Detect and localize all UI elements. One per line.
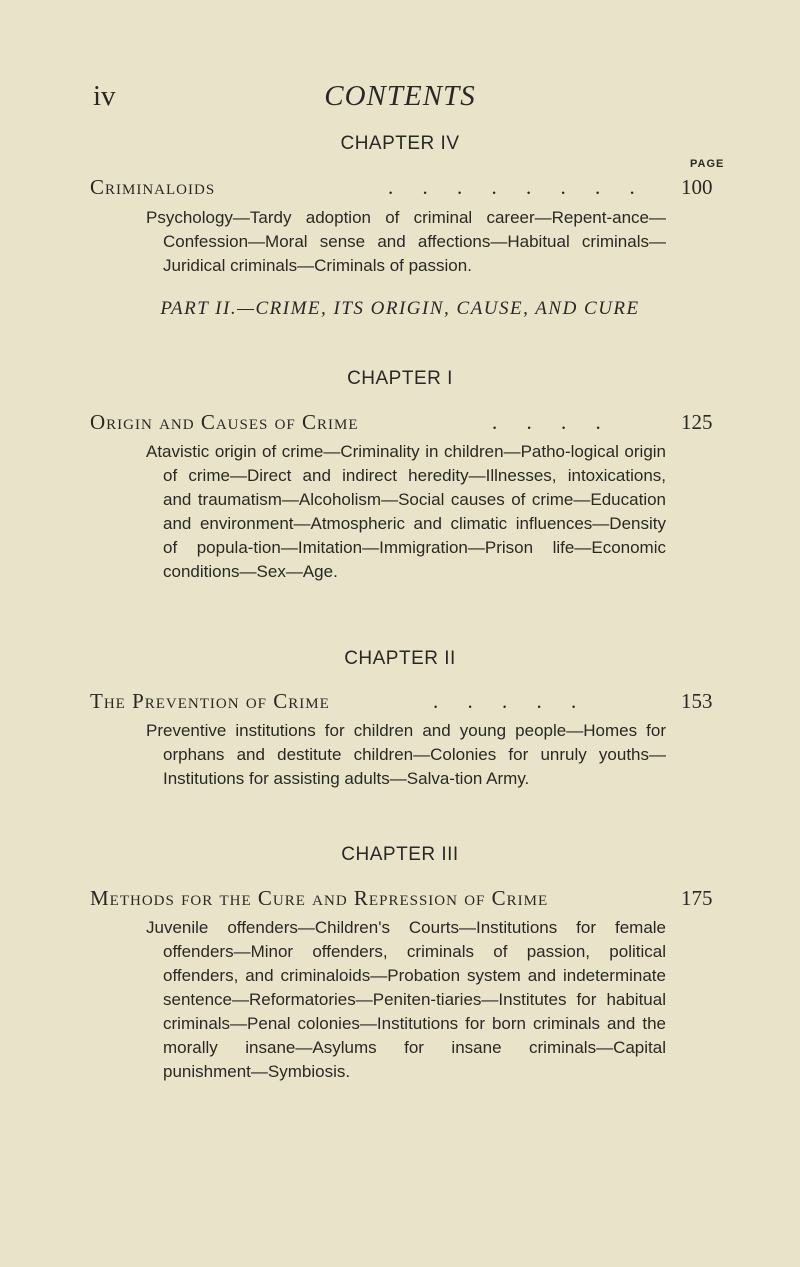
chapter-heading: CHAPTER IV xyxy=(340,133,460,154)
entry-title: The Prevention of Crime xyxy=(90,689,330,713)
chapter-summary: Juvenile offenders—Children's Courts—Institutions for female offenders—Minor offenders, criminals of passion, political offenders, and criminaloids—Probation system and indeterminate sentence—Reformatories—Peniten-tiaries—Institutes for habitual criminals—Penal colonies—Institutions for born criminals and the morally insane—Asylums for insane criminals—Capital punishment—Symbiosis. xyxy=(146,918,666,1081)
part-heading: PART II.—CRIME, ITS ORIGIN, CAUSE, AND CURE xyxy=(160,298,640,319)
entry-page-number: 100 xyxy=(681,175,713,199)
entry-title: Methods for the Cure and Repression of Crime xyxy=(90,886,549,910)
leader-dots: . . . . . xyxy=(433,689,589,713)
page-column-label: PAGE xyxy=(690,158,725,170)
chapter-heading: CHAPTER II xyxy=(344,648,456,669)
entry-title: Origin and Causes of Crime xyxy=(90,410,359,434)
running-head-title: CONTENTS xyxy=(324,80,476,112)
entry-page-number: 153 xyxy=(681,689,713,713)
entry-page-number: 175 xyxy=(681,886,713,910)
chapter-heading: CHAPTER I xyxy=(347,368,453,389)
chapter-summary: Psychology—Tardy adoption of criminal career—Repent-ance—Confession—Moral sense and affections—Habitual criminals—Juridical criminals—Criminals of passion. xyxy=(146,208,666,275)
entry-page-number: 125 xyxy=(681,410,713,434)
chapter-summary: Preventive institutions for children and young people—Homes for orphans and destitute children—Colonies for unruly youths—Institutions for assisting adults—Salva-tion Army. xyxy=(146,721,666,788)
chapter-heading: CHAPTER III xyxy=(341,844,459,865)
chapter-summary: Atavistic origin of crime—Criminality in children—Patho-logical origin of crime—Direct and indirect heredity—Illnesses, intoxications, and traumatism—Alcoholism—Social causes of crime—Education and environment—Atmospheric and climatic influences—Density of popula-tion—Imitation—Immigration—Prison life—Economic conditions—Sex—Age. xyxy=(146,442,666,581)
entry-title: Criminaloids xyxy=(90,175,216,199)
leader-dots: . . . . . . . . xyxy=(388,175,647,199)
leader-dots: . . . . xyxy=(492,410,613,434)
page-number: iv xyxy=(93,80,116,112)
